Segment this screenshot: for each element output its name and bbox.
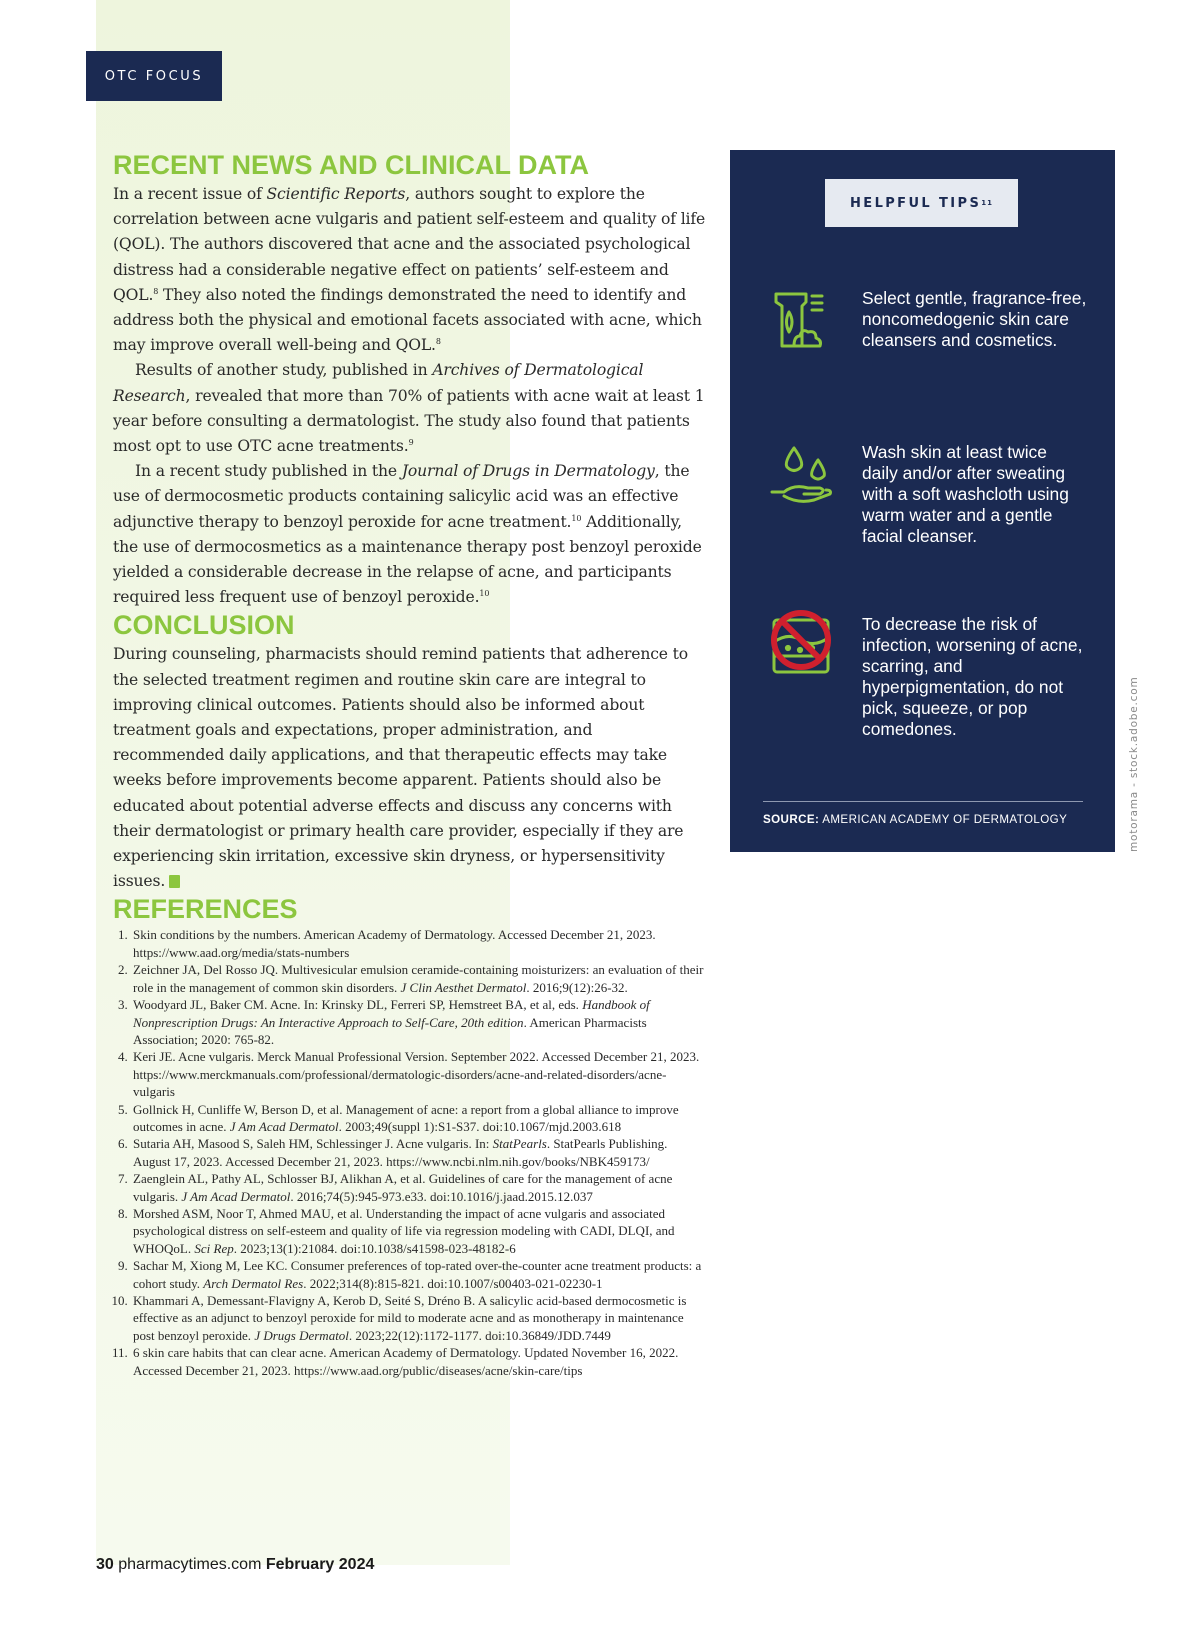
text-run: During counseling, pharmacists should remind patients that adherence to the selected treatment regimen and routine skin care are integral to improving clinical outcomes. Patients should also be informed about treatment goals and expectations, proper administration, and recommended daily applications, and that therapeutic effects may take weeks before improvements become apparent. Patients should also be educated about potential adverse effects and discuss any concerns with their dermatologist or primary health care provider, especially if they are experiencing skin irritation, excessive skin dryness, or hypersensitivity issues. [113,645,689,891]
citation-mark: 10 [479,589,490,599]
reference-item [131,996,706,1048]
reference-text: Zeichner JA, Del Rosso JQ. Multivesicular emulsion ceramide-containing moisturizers: an evaluation of their role in the management of common skin disorders. [133,962,704,995]
citation-mark: 8 [153,286,159,296]
cleanser-bottle-icon [768,290,834,356]
reference-item [131,1344,706,1379]
reference-item [131,1257,706,1292]
reference-tail: . 2023;22(12):1172-1177. doi:10.36849/JDD.7449 [348,1327,611,1343]
reference-journal: Arch Dermatol Res [203,1275,304,1291]
issue-date: February 2024 [265,1556,375,1573]
reference-text: Keri JE. Acne vulgaris. Merck Manual Professional Version. September 2022. Accessed December 21, 2023. https://www.merckmanuals.com/professional/dermatologic-disorders/acne-and-related-disorders/acne-vulgaris [133,1049,700,1100]
tips-source [763,813,1093,826]
divider [763,801,1083,802]
helpful-tips-box [730,150,1115,852]
reference-journal: J Am Acad Dermatol [229,1118,339,1134]
references-list [113,926,706,1379]
site-name: pharmacytimes.com [118,1556,262,1573]
reference-text: Khammari A, Demessant-Flavigny A, Kerob D, Seité S, Dréno B. A salicylic acid-based dermocosmetic is effective as an adjunct to benzoyl peroxide for mild to moderate acne and as monotherapy in maintenance post benzoyl peroxide. [133,1293,687,1343]
reference-tail: . StatPearls Publishing. August 17, 2023. Accessed December 21, 2023. https://www.ncbi.nlm.nih.gov/books/NBK459173/ [133,1136,668,1169]
reference-text: 6 skin care habits that can clear acne. American Academy of Dermatology. Updated November 16, 2022. Accessed December 21, 2023. https://www.aad.org/public/diseases/acne/skin-care/tips [133,1345,679,1378]
text-run: , revealed that more than 70% of patients with acne wait at least 1 year before consulting a dermatologist. The study also found that patients most opt to use OTC acne treatments. [113,386,705,456]
page-number: 30 [96,1556,114,1573]
source-label: SOURCE: [763,813,820,826]
tip-text: Select gentle, fragrance-free, noncomedogenic skin care cleansers and cosmetics. [862,288,1087,350]
text-run: , the use of dermocosmetic products containing salicylic acid was an effective adjunctive therapy to benzoyl peroxide for acne treatment. [113,462,690,531]
news-paragraph-1 [113,182,706,358]
reference-item [131,926,706,961]
section-tag: OTC FOCUS [86,51,222,101]
tip-text: Wash skin at least twice daily and/or after sweating with a soft washcloth using warm water and a gentle facial cleanser. [862,442,1069,546]
conclusion-heading: CONCLUSION [113,610,295,641]
reference-journal: StatPearls [492,1136,547,1152]
reference-tail: . 2022;314(8):815-821. doi:10.1007/s00403-021-02230-1 [303,1275,603,1291]
source-text: AMERICAN ACADEMY OF DERMATOLOGY [819,813,1068,826]
reference-text: Zaenglein AL, Pathy AL, Schlosser BJ, Alikhan A, et al. Guidelines of care for the management of acne vulgaris. [133,1171,673,1204]
reference-text: Sutaria AH, Masood S, Saleh HM, Schlessinger J. Acne vulgaris. In: [133,1136,493,1152]
photo-credit: motorama - stock.adobe.com [1128,676,1140,852]
reference-text: Skin conditions by the numbers. American Academy of Dermatology. Accessed December 21, 2023. https://www.aad.org/media/stats-numbers [133,927,656,960]
journal-name: Scientific Reports [266,185,406,203]
reference-journal: J Drugs Dermatol [254,1327,349,1343]
citation-mark: 9 [408,437,414,447]
reference-tail: . 2023;13(1):21084. doi:10.1038/s41598-023-48182-6 [233,1240,516,1256]
reference-tail: . 2003;49(suppl 1):S1-S37. doi:10.1067/mjd.2003.618 [338,1118,622,1134]
reference-item [131,1292,706,1344]
reference-tail: . 2016;74(5):945-973.e33. doi:10.1016/j.jaad.2015.12.037 [290,1188,593,1204]
news-heading: RECENT NEWS AND CLINICAL DATA [113,150,589,180]
citation-mark: 8 [435,337,441,347]
text-run: Additionally, the use of dermocosmetics as a maintenance therapy post benzoyl peroxide yielded a considerable decrease in the relapse of acne, and participants required less frequent use of benzoyl peroxide. [113,512,702,607]
tips-header: HELPFUL TIPS 11 [825,179,1018,227]
reference-text: Sachar M, Xiong M, Lee KC. Consumer preferences of top-rated over-the-counter acne treatment products: a cohort study. [133,1258,702,1291]
reference-text: Gollnick H, Cunliffe W, Berson D, et al. Management of acne: a report from a global alliance to improve outcomes in acne. [133,1101,679,1134]
text-run: , authors sought to explore the correlation between acne vulgaris and patient self-esteem and quality of life (QOL). The authors discovered that acne and the associated psychological distress had a considerable negative effect on patients’ self-esteem and QOL. [113,185,706,304]
text-run: In a recent issue of [113,185,267,203]
references-heading: REFERENCES [113,894,298,925]
reference-journal: Sci Rep [194,1240,234,1256]
text-run: They also noted the findings demonstrated the need to identify and address both the physical and emotional facets associated with acne, which may improve overall well-being and QOL. [113,285,702,355]
reference-item [131,1135,706,1170]
tip-text: To decrease the risk of infection, worsening of acne, scarring, and hyperpigmentation, do not pick, squeeze, or pop comedones. [862,614,1083,739]
reference-text: Morshed ASM, Noor T, Ahmed MAU, et al. Understanding the impact of acne vulgaris and associated psychological distress on self-esteem and quality of life via regression modeling with CADI, DLQI, and WHOQoL. [133,1205,675,1256]
text-run: In a recent study published in the [135,462,402,481]
journal-name: Archives of Dermatological Research [113,361,644,405]
reference-journal: Handbook of Nonprescription Drugs: An Interactive Approach to Self-Care, 20th edition [133,997,650,1030]
reference-tail: . American Pharmacists Association; 2020: 765-82. [133,1014,647,1047]
reference-journal: J Am Acad Dermatol [181,1188,291,1204]
reference-text: Woodyard JL, Baker CM. Acne. In: Krinsky DL, Ferreri SP, Hemstreet BA, et al, eds. [133,997,583,1013]
reference-item [131,1205,706,1257]
page-footer [96,1556,374,1574]
news-paragraph-2 [113,358,706,459]
text-run: Results of another study, published in [135,361,433,380]
tips-header-label: HELPFUL TIPS [850,195,982,211]
conclusion-paragraph [113,642,706,894]
reference-item [131,961,706,996]
reference-item [131,1170,706,1205]
reference-item [131,1101,706,1136]
citation-mark: 10 [571,513,582,523]
main-article [113,150,706,1379]
reference-item [131,1048,706,1100]
no-picking-icon [768,610,834,676]
journal-name: Journal of Drugs in Dermatology [401,462,655,481]
reference-journal: J Clin Aesthet Dermatol [400,979,527,995]
water-drops-hand-icon [768,444,834,510]
news-paragraph-3 [113,459,706,610]
end-of-article-icon [169,875,180,888]
reference-tail: . 2016;9(12):26-32. [526,979,628,995]
